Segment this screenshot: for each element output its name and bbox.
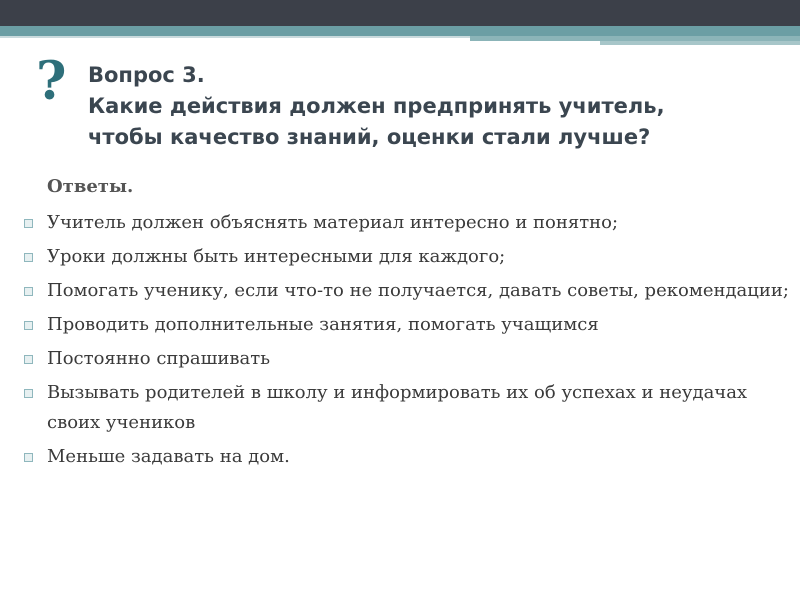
title-line: Какие действия должен предпринять учитель, <box>88 94 665 118</box>
list-item <box>20 208 790 238</box>
answers-heading: Ответы. <box>47 176 134 197</box>
square-bullet-icon <box>24 453 33 462</box>
list-item <box>20 344 790 374</box>
slide-title <box>88 60 778 153</box>
list-item <box>20 276 790 306</box>
list-item <box>20 310 790 340</box>
square-bullet-icon <box>24 389 33 398</box>
header-teal-band <box>0 26 800 36</box>
list-item-text: Постоянно спрашивать <box>47 348 271 369</box>
square-bullet-icon <box>24 321 33 330</box>
title-line: чтобы качество знаний, оценки стали лучше? <box>88 125 651 149</box>
square-bullet-icon <box>24 219 33 228</box>
header-accent-band-small <box>600 41 800 45</box>
question-mark-icon: ? <box>36 51 67 112</box>
list-item <box>20 442 790 472</box>
square-bullet-icon <box>24 287 33 296</box>
list-item-text: Проводить дополнительные занятия, помогать учащимся <box>47 314 599 335</box>
list-item-text: Уроки должны быть интересными для каждого; <box>47 246 506 267</box>
list-item-text: Меньше задавать на дом. <box>47 446 290 467</box>
square-bullet-icon <box>24 355 33 364</box>
square-bullet-icon <box>24 253 33 262</box>
list-item <box>20 242 790 272</box>
list-item <box>20 378 790 438</box>
header-dark-band <box>0 0 800 26</box>
list-item-text: Помогать ученику, если что-то не получается, давать советы, рекомендации; <box>47 280 789 301</box>
list-item-text: Учитель должен объяснять материал интересно и понятно; <box>47 212 619 233</box>
title-line: Вопрос 3. <box>88 63 205 87</box>
answers-list <box>20 208 790 476</box>
list-item-text: Вызывать родителей в школу и информировать их об успехах и неудачах своих учеников <box>47 382 748 433</box>
